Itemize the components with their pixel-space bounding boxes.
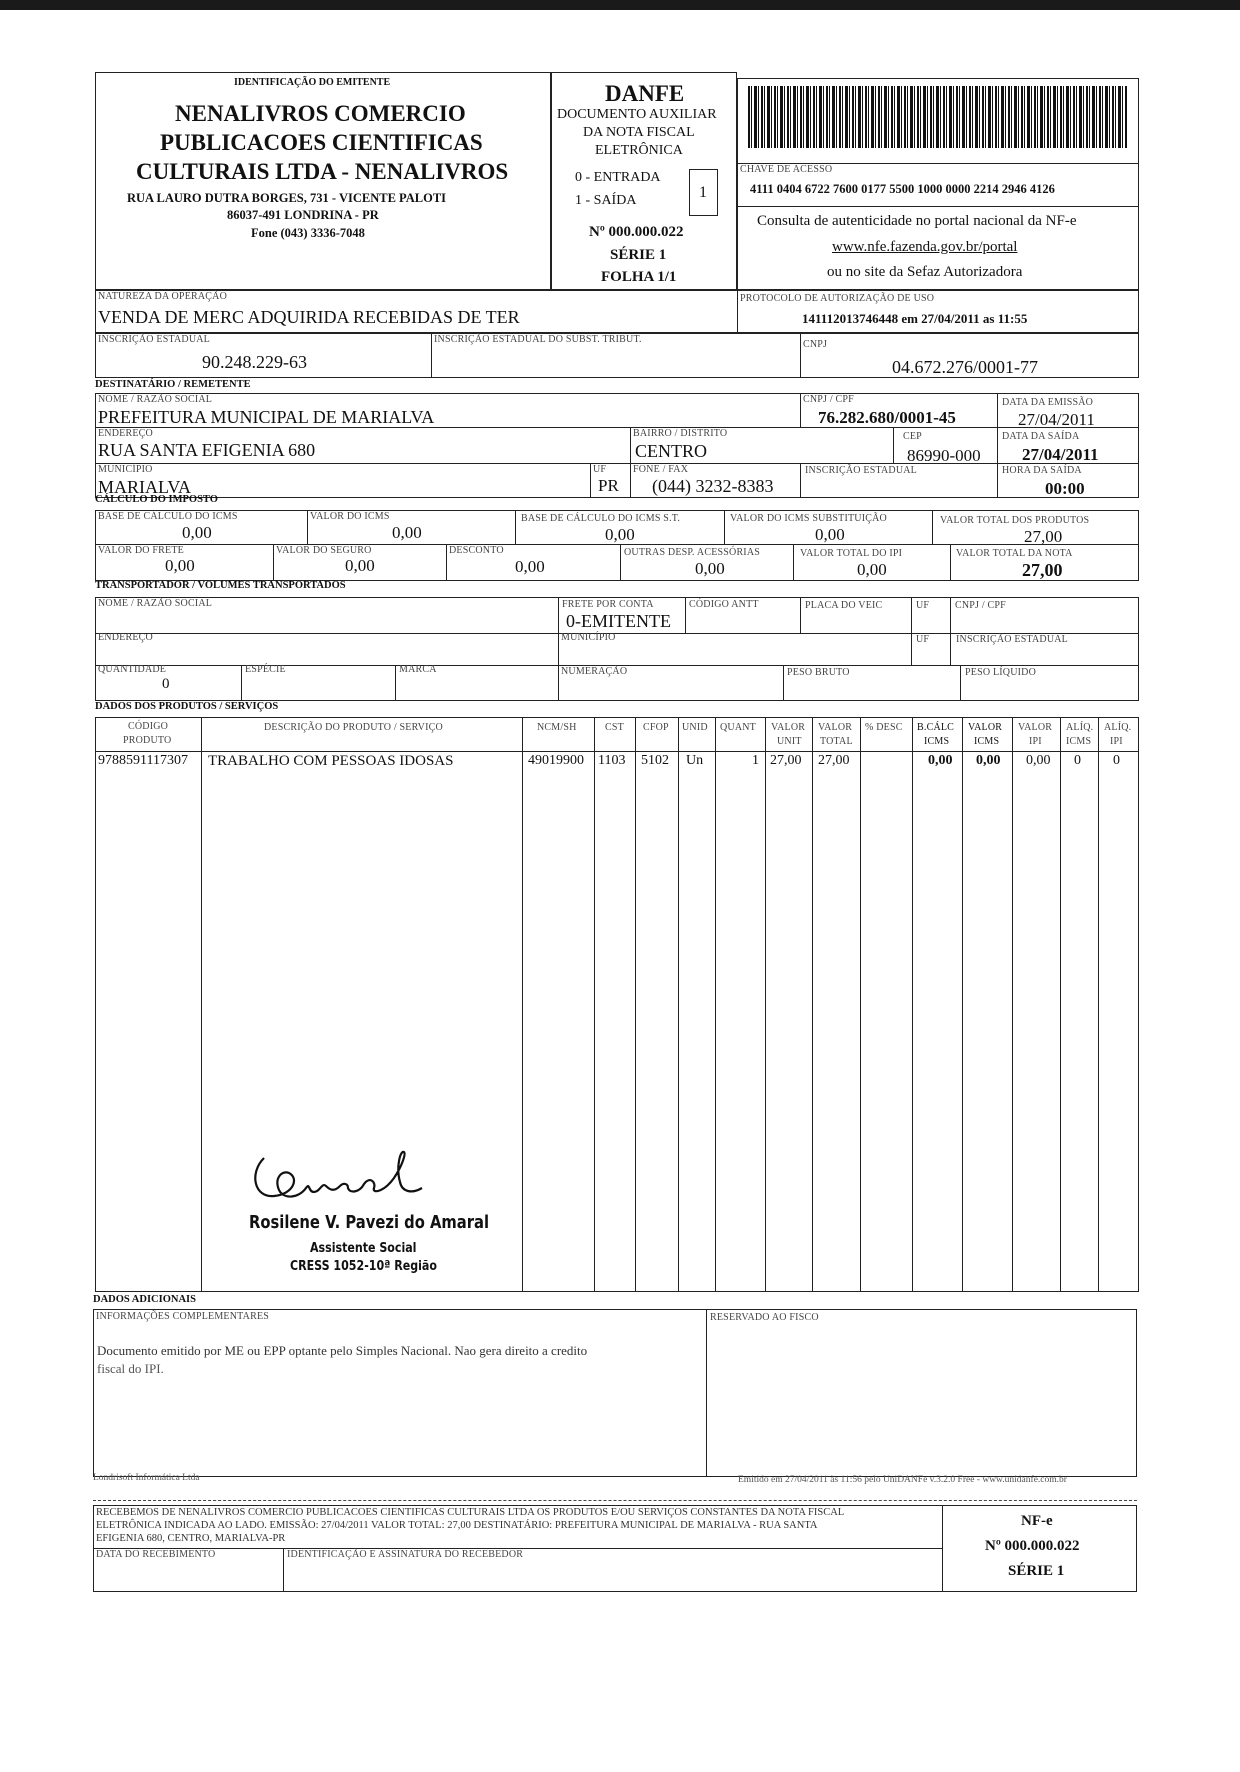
dest-ie-label: INSCRIÇÃO ESTADUAL — [805, 465, 917, 476]
valor-icms-label: VALOR DO ICMS — [310, 511, 390, 522]
outras-value: 0,00 — [695, 559, 725, 578]
danfe-serie: SÉRIE 1 — [610, 247, 667, 263]
row-bcalc: 0,00 — [928, 753, 953, 768]
dest-bairro-label: BAIRRO / DISTRITO — [633, 428, 728, 439]
dest-uf-value: PR — [598, 476, 619, 495]
col-vunit-h1: VALOR — [771, 722, 806, 733]
col-vicms-h1: VALOR — [968, 722, 1003, 733]
col-aicms-h2: ICMS — [1066, 736, 1092, 747]
base-icms-label: BASE DE CÁLCULO DO ICMS — [98, 511, 238, 522]
transp-quantidade-label: QUANTIDADE — [98, 664, 167, 675]
valor-st-value: 0,00 — [815, 525, 845, 544]
ie-value: 90.248.229-63 — [202, 352, 307, 372]
danfe-saida: 1 - SAÍDA — [575, 193, 637, 208]
transp-frete-value: 0-EMITENTE — [566, 611, 671, 631]
transp-peso-bruto-label: PESO BRUTO — [787, 667, 850, 678]
stamp-name: Rosilene V. Pavezi do Amaral — [249, 1212, 490, 1233]
canhoto-line1: RECEBEMOS DE NENALIVROS COMERCIO PUBLICACOES CIENTIFICAS CULTURAIS LTDA OS PRODUTOS E/OU SERVIÇOS CONSTANTES DA NOTA FISCAL — [96, 1507, 845, 1518]
dest-cnpj-label: CNPJ / CPF — [803, 394, 854, 405]
footer-left: Londrisoft Informática Ltda — [93, 1473, 200, 1483]
chave-value: 4111 0404 6722 7600 0177 5500 1000 0000 2214 2946 4126 — [750, 182, 1055, 196]
cut-line — [93, 1500, 1137, 1501]
col-cst-h: CST — [605, 722, 624, 733]
danfe-number: Nº 000.000.022 — [589, 224, 684, 240]
produtos-section-label: DADOS DOS PRODUTOS / SERVIÇOS — [95, 701, 279, 712]
row-descricao: TRABALHO COM PESSOAS IDOSAS — [208, 753, 454, 769]
transp-endereco-label: ENDEREÇO — [98, 632, 153, 643]
info-line1: Documento emitido por ME ou EPP optante pelo Simples Nacional. Nao gera direito a credito — [97, 1343, 588, 1358]
canhoto-serie: SÉRIE 1 — [1008, 1563, 1065, 1579]
col-codigo-h1: CÓDIGO — [128, 721, 169, 732]
transp-cnpj-label: CNPJ / CPF — [955, 600, 1006, 611]
row-vtotal: 27,00 — [818, 753, 850, 768]
desconto-value: 0,00 — [515, 557, 545, 576]
transp-uf2-label: UF — [916, 634, 930, 645]
dest-nome-label: NOME / RAZÃO SOCIAL — [98, 394, 213, 405]
chave-label: CHAVE DE ACESSO — [740, 164, 833, 175]
transp-municipio-label: MUNICÍPIO — [561, 632, 616, 643]
transp-frete-label: FRETE POR CONTA — [562, 599, 654, 610]
natureza-value: VENDA DE MERC ADQUIRIDA RECEBIDAS DE TER — [98, 307, 520, 327]
canhoto-number: Nº 000.000.022 — [985, 1538, 1080, 1554]
dest-endereco-label: ENDEREÇO — [98, 428, 153, 439]
dest-uf-label: UF — [593, 464, 607, 475]
row-cfop: 5102 — [641, 753, 669, 768]
signature-mark — [244, 1148, 424, 1206]
row-aicms: 0 — [1074, 753, 1081, 768]
protocolo-value: 141112013746448 em 27/04/2011 as 11:55 — [802, 311, 1028, 326]
danfe-sub3: ELETRÔNICA — [595, 143, 683, 158]
row-ncm: 49019900 — [528, 753, 584, 768]
row-vipi: 0,00 — [1026, 753, 1051, 768]
dest-cep-label: CEP — [903, 431, 922, 442]
col-ncm-h: NCM/SH — [537, 722, 577, 733]
scan-top-edge — [0, 0, 1240, 10]
transportador-section-label: TRANSPORTADOR / VOLUMES TRANSPORTADOS — [95, 580, 346, 591]
natureza-label: NATUREZA DA OPERAÇÃO — [98, 291, 228, 302]
transp-nome-label: NOME / RAZÃO SOCIAL — [98, 598, 213, 609]
danfe-folha: FOLHA 1/1 — [601, 269, 677, 285]
info-line2: fiscal do IPI. — [97, 1361, 164, 1376]
transp-placa-label: PLACA DO VEIC — [805, 600, 883, 611]
info-label: INFORMAÇÕES COMPLEMENTARES — [96, 1311, 270, 1322]
dest-saida-label: DATA DA SAÍDA — [1002, 431, 1080, 442]
ipi-value: 0,00 — [857, 560, 887, 579]
transp-marca-label: MARCA — [399, 664, 437, 675]
transp-numeracao-label: NUMERAÇÃO — [561, 666, 628, 677]
dest-fone-value: (044) 3232-8383 — [652, 476, 774, 496]
consulta-line1: Consulta de autenticidade no portal nacional da NF-e — [757, 213, 1077, 229]
protocolo-label: PROTOCOLO DE AUTORIZAÇÃO DE USO — [740, 293, 935, 304]
col-aicms-h1: ALÍQ. — [1066, 722, 1094, 733]
stamp-registration: CRESS 1052-10ª Região — [290, 1259, 437, 1274]
canhoto-line2: ELETRÔNICA INDICADA AO LADO. EMISSÃO: 27/04/2011 VALOR TOTAL: 27,00 DESTINATÁRIO: PREFEITURA MUNICIPAL DE MARIALVA - RUA SANTA — [96, 1520, 818, 1531]
dest-hora-value: 00:00 — [1045, 479, 1085, 498]
seguro-value: 0,00 — [345, 556, 375, 575]
dest-municipio-value: MARIALVA — [98, 477, 192, 497]
row-vunit: 27,00 — [770, 753, 802, 768]
danfe-sub1: DOCUMENTO AUXILIAR — [557, 107, 717, 122]
col-aipi-h2: IPI — [1110, 736, 1123, 747]
cnpj-label: CNPJ — [803, 339, 828, 350]
dest-cep-value: 86990-000 — [907, 446, 981, 465]
col-descricao-h: DESCRIÇÃO DO PRODUTO / SERVIÇO — [264, 722, 443, 733]
total-produtos-label: VALOR TOTAL DOS PRODUTOS — [940, 515, 1090, 526]
emitente-section-label: IDENTIFICAÇÃO DO EMITENTE — [234, 77, 391, 88]
cnpj-value: 04.672.276/0001-77 — [892, 357, 1038, 377]
transp-peso-liquido-label: PESO LÍQUIDO — [965, 667, 1037, 678]
footer-right: Emitido em 27/04/2011 às 11:56 pelo UniDANFe v.3.2.0 Free - www.unidanfe.com.br — [738, 1475, 1067, 1485]
dest-emissao-value: 27/04/2011 — [1018, 410, 1095, 429]
transp-quantidade-value: 0 — [162, 676, 170, 692]
adicionais-section-label: DADOS ADICIONAIS — [93, 1294, 196, 1305]
stamp-role: Assistente Social — [310, 1241, 417, 1256]
emitente-address: RUA LAURO DUTRA BORGES, 731 - VICENTE PALOTI — [127, 191, 447, 205]
total-nota-label: VALOR TOTAL DA NOTA — [956, 548, 1073, 559]
emitente-name-line1: NENALIVROS COMERCIO — [175, 101, 466, 126]
total-nota-value: 27,00 — [1022, 560, 1063, 580]
transp-uf-label: UF — [916, 600, 930, 611]
dest-nome-value: PREFEITURA MUNICIPAL DE MARIALVA — [98, 407, 435, 427]
transp-antt-label: CÓDIGO ANTT — [689, 599, 759, 610]
desconto-label: DESCONTO — [449, 545, 504, 556]
dest-bairro-value: CENTRO — [635, 441, 707, 461]
transp-ie-label: INSCRIÇÃO ESTADUAL — [956, 634, 1068, 645]
dest-emissao-label: DATA DA EMISSÃO — [1002, 397, 1094, 408]
col-codigo-h2: PRODUTO — [123, 735, 172, 746]
danfe-sub2: DA NOTA FISCAL — [583, 125, 695, 140]
emitente-city: 86037-491 LONDRINA - PR — [227, 208, 379, 222]
col-vunit-h2: UNIT — [777, 736, 802, 747]
danfe-title: DANFE — [605, 81, 685, 106]
total-produtos-value: 27,00 — [1024, 527, 1063, 546]
canhoto-assinatura-label: IDENTIFICAÇÃO E ASSINATURA DO RECEBEDOR — [287, 1549, 524, 1560]
col-bcalc-h2: ICMS — [924, 736, 950, 747]
row-vicms: 0,00 — [976, 753, 1001, 768]
col-quant-h: QUANT — [720, 722, 756, 733]
row-quant: 1 — [752, 753, 759, 768]
row-cst: 1103 — [598, 753, 626, 768]
dest-municipio-label: MUNICÍPIO — [98, 464, 153, 475]
imposto-section-label: CÁLCULO DO IMPOSTO — [95, 494, 218, 505]
outras-label: OUTRAS DESP. ACESSÓRIAS — [624, 547, 761, 558]
transp-especie-label: ESPÉCIE — [245, 664, 286, 675]
fisco-label: RESERVADO AO FISCO — [710, 1312, 819, 1323]
dest-hora-label: HORA DA SAÍDA — [1002, 465, 1082, 476]
valor-st-label: VALOR DO ICMS SUBSTITUIÇÃO — [730, 513, 887, 524]
row-unid: Un — [686, 753, 704, 768]
seguro-label: VALOR DO SEGURO — [276, 545, 372, 556]
canhoto-data-label: DATA DO RECEBIMENTO — [96, 1549, 216, 1560]
dest-fone-label: FONE / FAX — [633, 464, 689, 475]
col-vipi-h1: VALOR — [1018, 722, 1053, 733]
col-vipi-h2: IPI — [1029, 736, 1042, 747]
ipi-label: VALOR TOTAL DO IPI — [800, 548, 903, 559]
ie-label: INSCRIÇÃO ESTADUAL — [98, 334, 210, 345]
col-desc-h: % DESC — [865, 722, 903, 733]
col-unid-h: UNID — [682, 722, 708, 733]
destinatario-section-label: DESTINATÁRIO / REMETENTE — [95, 379, 251, 390]
col-vicms-h2: ICMS — [974, 736, 1000, 747]
dest-saida-value: 27/04/2011 — [1022, 445, 1099, 464]
base-st-value: 0,00 — [605, 525, 635, 544]
row-codigo: 9788591117307 — [98, 753, 188, 768]
frete-value: 0,00 — [165, 556, 195, 575]
col-aipi-h1: ALÍQ. — [1104, 722, 1132, 733]
ie-st-label: INSCRIÇÃO ESTADUAL DO SUBST. TRIBUT. — [434, 334, 642, 345]
adicionais-box — [93, 1309, 1137, 1477]
canhoto-nfe: NF-e — [1021, 1513, 1053, 1529]
dest-endereco-value: RUA SANTA EFIGENIA 680 — [98, 440, 316, 460]
danfe-entrada: 0 - ENTRADA — [575, 170, 661, 185]
col-cfop-h: CFOP — [643, 722, 669, 733]
canhoto-line3: EFIGENIA 680, CENTRO, MARIALVA-PR — [96, 1533, 286, 1544]
valor-icms-value: 0,00 — [392, 523, 422, 542]
emitente-name-line2: PUBLICACOES CIENTIFICAS — [160, 130, 483, 155]
consulta-line2: ou no site da Sefaz Autorizadora — [827, 264, 1023, 280]
col-vtotal-h1: VALOR — [818, 722, 853, 733]
row-aipi: 0 — [1113, 753, 1120, 768]
emitente-phone: Fone (043) 3336-7048 — [251, 226, 365, 240]
col-vtotal-h2: TOTAL — [820, 736, 853, 747]
dest-cnpj-value: 76.282.680/0001-45 — [818, 408, 956, 427]
barcode-image — [748, 86, 1128, 148]
col-bcalc-h1: B.CÁLC — [917, 722, 955, 733]
consulta-url[interactable]: www.nfe.fazenda.gov.br/portal — [832, 239, 1018, 255]
base-icms-value: 0,00 — [182, 523, 212, 542]
danfe-type-value: 1 — [699, 184, 707, 201]
emitente-name-line3: CULTURAIS LTDA - NENALIVROS — [136, 159, 509, 184]
base-st-label: BASE DE CÁLCULO DO ICMS S.T. — [521, 513, 681, 524]
frete-label: VALOR DO FRETE — [98, 545, 184, 556]
